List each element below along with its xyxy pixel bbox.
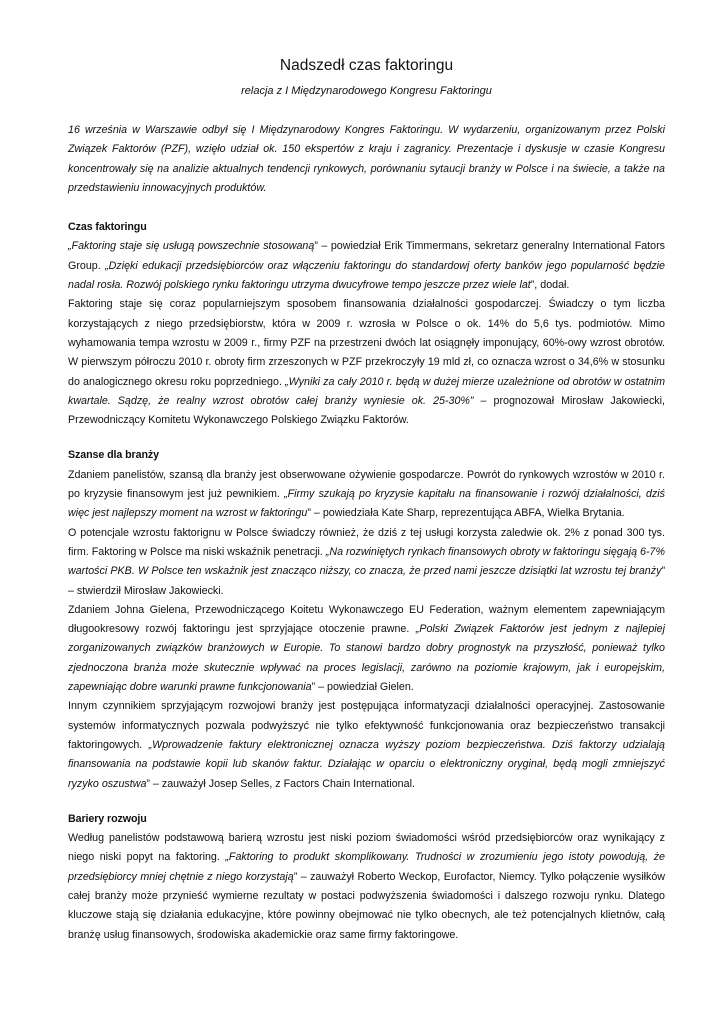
body-paragraph xyxy=(68,466,665,524)
quote-text: „Polski Związek Faktorów jest jednym z najlepiej zorganizowanych związków branżowych w Europie. To stanowi bardzo dobry prognostyk na przyszłość, ponieważ tylko zjednoczona branża może skutecznie wpływać na proces legislacji, zarówno na poziomie krajowym, jak i europejskim, zapewniając dobre warunki prawne funkcjonowania xyxy=(68,623,665,694)
body-text: ” – powiedział Erik Timmermans, sekretarz generalny International Fators Group. xyxy=(68,240,665,272)
article-body xyxy=(68,218,665,945)
quote-text: „Faktoring staje się usługą powszechnie stosowaną xyxy=(68,240,315,253)
body-text: ” – zauważył Josep Selles, z Factors Chain International. xyxy=(146,777,415,790)
document-page xyxy=(68,56,665,961)
body-paragraph xyxy=(68,237,665,295)
section-heading: Czas faktoringu xyxy=(68,221,147,234)
page-subtitle: relacja z I Międzynarodowego Kongresu Faktoringu xyxy=(241,85,492,97)
article-section xyxy=(68,810,665,945)
article-section xyxy=(68,218,665,430)
body-text: ” – stwierdził Mirosław Jakowiecki. xyxy=(68,565,665,597)
body-text: Zdaniem panelistów, szansą dla branży jest obserwowane ożywienie gospodarcze. Powrót do rynkowych wzrostów w 2010 r. po kryzysie finansowym jest już pewnikiem. xyxy=(68,468,665,501)
section-heading: Bariery rozwoju xyxy=(68,812,147,825)
body-text: Innym czynnikiem sprzyjającym rozwojowi branży jest postępująca informatyzacji działalności operacyjnej. Zastosowanie systemów informatycznych pozwala podwyższyć nie tylko efektywność funkcjonowania oraz bezpieczeństwo transakcji faktoringowych. xyxy=(68,700,665,751)
article-section xyxy=(68,446,665,793)
body-text: O potencjale wzrostu faktorignu w Polsce świadczy również, że dziś z tej usługi korzysta zaledwie ok. 2% z ponad 300 tys. firm. Faktoring w Polsce ma niski wskaźnik penetracji. xyxy=(68,526,665,558)
body-text: ” – powiedziała Kate Sharp, reprezentująca ABFA, Wielka Brytania. xyxy=(307,507,625,520)
body-text: ”, dodał. xyxy=(530,279,570,292)
quote-text: „Wprowadzenie faktury elektronicznej oznacza wyższy poziom bezpieczeństwa. Dziś faktorzy udzialają finansowania na podstawie kopii lub skanów faktur. Działając w oparciu o elektroniczny oryginał, będą mogli zmniejszyć ryzyko oszustwa xyxy=(68,738,665,790)
quote-text: „Faktoring to produkt skomplikowany. Trudności w zrozumieniu jego istoty powodują, że przedsiębiorcy mniej chętnie z niego korzystają xyxy=(68,851,665,883)
body-paragraph xyxy=(68,601,665,697)
body-text: Według panelistów podstawową barierą wzrostu jest niski poziom świadomości wśród przedsiębiorców oraz wynikający z niego niski popyt na faktoring. xyxy=(68,832,665,864)
body-text: Zdaniem Johna Gielena, Przewodniczącego Koitetu Wykonawczego EU Federation, ważnym elementem zapewniającym długookresowy rozwój faktoringu jest sprzyjające otoczenie prawne. xyxy=(68,603,665,636)
body-text: – prognozował Mirosław Jakowiecki, Przewodniczący Komitetu Wykonawczego Polskiego Związku Faktorów. xyxy=(68,394,665,427)
body-text: Faktoring staje się coraz popularniejszym sposobem finansowania działalności gospodarczej. Świadczy o tym liczba korzystających z niego przedsiębiorstw, która w 2009 r. wzrosła w Polsce o ok. 14% do 5,6 tys. podmiotów. Mimo wyhamowania tempa wzrostu w 2009 r., firmy PZF na przestrzeni dwóch lat osiągnęły imponujący, 60%-owy wzrost obrotów. W pierwszym półroczu 2010 r. obroty firm zrzeszonych w PZF przekroczyły 19 mld zł, co oznacza wzrost o 34,6% w stosunku do analogicznego okresu roku poprzedniego. xyxy=(68,298,665,388)
lead-paragraph: 16 września w Warszawie odbył się I Międzynarodowy Kongres Faktoringu. W wydarzeniu, organizowanym przez Polski Związek Faktorów (PZF), wzięło udział ok. 150 ekspertów z kraju i zagranicy. Prezentacje i dyskusje w czasie Kongresu koncentrowały się na analizie aktualnych tendencji rynkowych, porównaniu sytaucji branży w Polsce i na świecie, a także na przedstawieniu innowacyjnych produktów. xyxy=(68,124,665,194)
body-paragraph xyxy=(68,829,665,945)
body-text: ” – zauważył Roberto Weckop, Eurofactor, Niemcy. Tylko połączenie wysiłków całej branży może przynieść wymierne rezultaty w postaci podwyższenia świadomości i dalszego rozwoju rynku. Dlatego kluczowe stają się działania edukacyjne, które powinny obejmować nie tylko obecnych, ale też potencjalnych klietnów, całą branżę usług finansowych, środowiska akademickie oraz same firmy faktoringowe. xyxy=(68,870,665,941)
quote-text: „Na rozwiniętych rynkach finansowych obroty w faktoringu sięgają 6-7% wartości PKB. W Polsce ten wskaźnik jest znacząco niższy, co znacza, że przed nami jeszcze dzisiątki lat wzrostu tej branży xyxy=(68,545,665,578)
quote-text: „Dzięki edukacji przedsiębiorców oraz włączeniu faktoringu do standardowj oferty banków jego popularność będzie nadal rosła. Rozwój polskiego rynku faktoringu utrzyma dwucyfrowe tempo jeszcze przez wiele lat xyxy=(68,259,665,292)
body-paragraph xyxy=(68,697,665,793)
body-text: ” – powiedział Gielen. xyxy=(311,681,414,694)
section-heading: Szanse dla branży xyxy=(68,449,159,462)
body-paragraph xyxy=(68,524,665,601)
quote-text: „Firmy szukają po kryzysie kapitału na finansowanie i rozwój działalności, dziś więc jest najlepszy moment na wzrost w faktoringu xyxy=(68,488,665,520)
quote-text: „Wyniki za cały 2010 r. będą w dużej mierze uzależnione od obrotów w ostatnim kwartale. Sądzę, że realny wzrost obrotów całej branży wyniesie ok. 25-30%” xyxy=(68,375,665,407)
body-paragraph xyxy=(68,295,665,430)
page-title: Nadszedł czas faktoringu xyxy=(279,57,454,74)
